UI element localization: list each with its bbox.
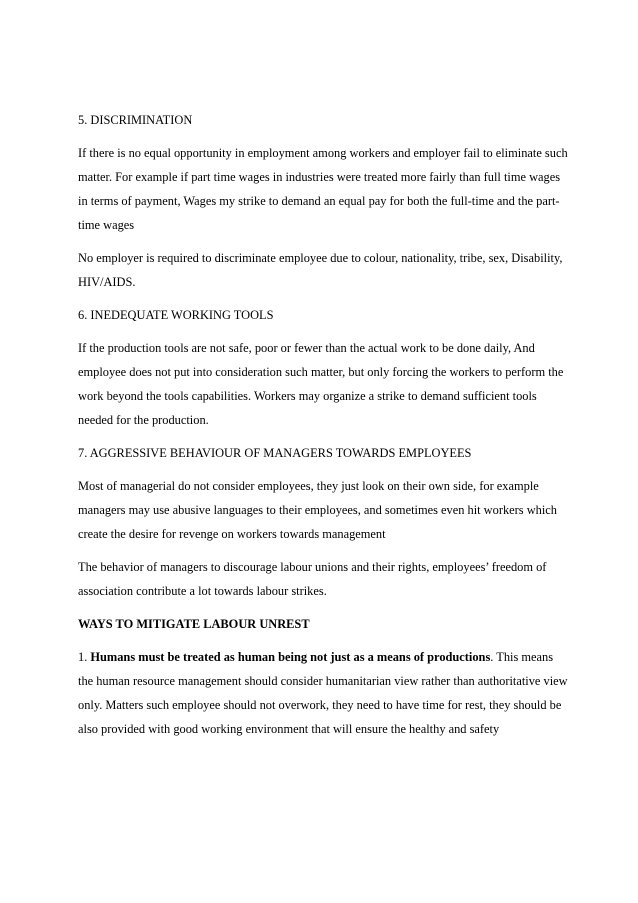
mitigate-item-1: [78, 645, 568, 741]
section-6-paragraph-1: If the production tools are not safe, poor or fewer than the actual work to be done daily, And employee does not put into consideration such matter, but only forcing the workers to perform the work beyond the tools capabilities. Workers may organize a strike to demand sufficient tools needed for the production.: [78, 341, 564, 427]
document-page: [78, 108, 568, 750]
section-7-heading: 7. AGGRESSIVE BEHAVIOUR OF MANAGERS TOWARDS EMPLOYEES: [78, 446, 472, 460]
section-6-heading: 6. INEDEQUATE WORKING TOOLS: [78, 308, 274, 322]
section-5-heading: 5. DISCRIMINATION: [78, 113, 193, 127]
mitigate-item-1-title: Humans must be treated as human being not just as a means of productions: [90, 650, 491, 664]
mitigate-item-1-text: . This means the human resource management should consider humanitarian view rather than authoritative view only. Matters such employee should not overwork, they need to have time for rest, they should be also provided with good working environment that will ensure the healthy and safety: [78, 650, 568, 736]
section-5-paragraph-2: No employer is required to discriminate employee due to colour, nationality, tribe, sex, Disability, HIV/AIDS.: [78, 251, 563, 289]
section-7-paragraph-1: Most of managerial do not consider employees, they just look on their own side, for example managers may use abusive languages to their employees, and sometimes even hit workers which create the desire for revenge on workers towards management: [78, 479, 557, 541]
section-5-paragraph-1: If there is no equal opportunity in employment among workers and employer fail to eliminate such matter. For example if part time wages in industries were treated more fairly than full time wages in terms of payment, Wages my strike to demand an equal pay for both the full-time and the part-time wages: [78, 146, 568, 232]
section-7-paragraph-2: The behavior of managers to discourage labour unions and their rights, employees’ freedom of association contribute a lot towards labour strikes.: [78, 560, 547, 598]
mitigate-heading: WAYS TO MITIGATE LABOUR UNREST: [78, 617, 310, 631]
mitigate-item-1-number: 1.: [78, 650, 91, 664]
